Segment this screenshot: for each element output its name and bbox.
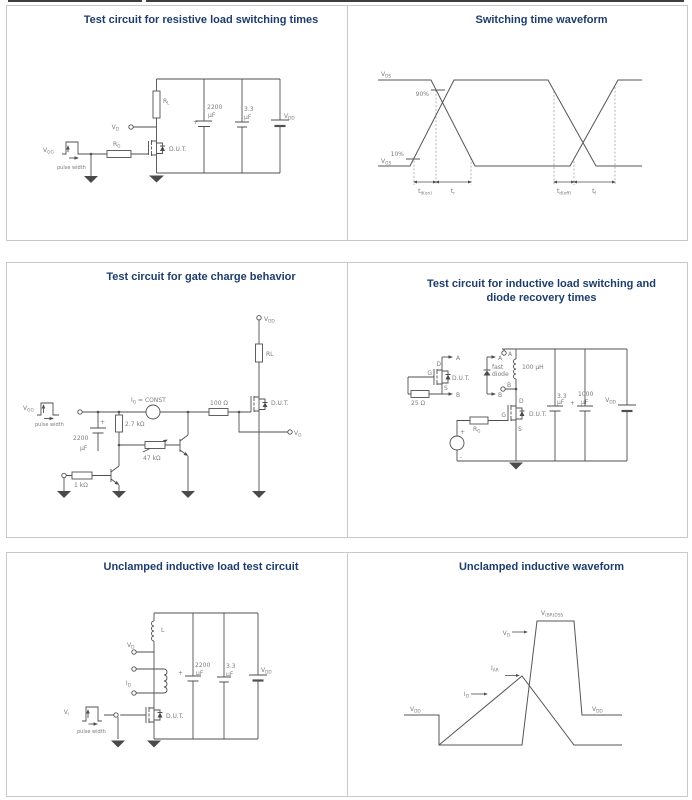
vd-label: $V_D$ <box>127 642 135 651</box>
panel-unclamped-waveform <box>347 553 687 796</box>
id-label: $I_D$ <box>463 691 469 700</box>
cap-plus-label: + <box>193 119 199 126</box>
panel-title: Unclamped inductive waveform <box>458 561 625 573</box>
ninety-percent-label: 90% <box>415 91 429 98</box>
main-s-label: S <box>518 426 522 433</box>
r100-label: 100 Ω <box>210 400 228 407</box>
inductor-icon <box>514 359 517 379</box>
gate-charge-schematic <box>7 263 347 535</box>
inductor-value-label: 100 µH <box>522 364 544 371</box>
diode-a-label: A <box>498 355 503 362</box>
id-terminal-1 <box>132 667 136 671</box>
wires <box>37 320 288 491</box>
dut-b-label: B <box>456 392 461 399</box>
current-sense-coil-icon <box>164 669 167 693</box>
rg-label: $R_G$ <box>113 141 121 150</box>
dashed-guides <box>414 87 615 185</box>
cap2-plus-label: + <box>569 400 575 407</box>
resistive-load-schematic <box>7 6 347 238</box>
resistor-rl <box>256 344 263 362</box>
cap2-unit: µF <box>226 671 234 678</box>
dut-s-label: S <box>444 385 448 392</box>
cap1-value: 2200 <box>195 662 211 669</box>
r27-label: 2.7 kΩ <box>125 421 145 428</box>
junction-dot <box>118 411 121 414</box>
source-minus-label: - <box>460 454 463 461</box>
ground-icon <box>111 741 125 748</box>
vd-terminal <box>129 125 133 129</box>
dut-label: D.U.T. <box>271 400 289 407</box>
vd-label: $V_D$ <box>502 630 510 639</box>
dut-label: D.U.T. <box>169 146 187 153</box>
id-terminal-2 <box>132 691 136 695</box>
input-terminal <box>78 410 82 414</box>
r47-label: 47 kΩ <box>143 455 161 462</box>
source-plus-label: + <box>460 429 466 436</box>
vdd-terminal <box>257 316 261 320</box>
resistor-1k <box>72 472 92 479</box>
dut-a-label: A <box>456 355 461 362</box>
cap1-unit: µF <box>208 112 216 119</box>
main-g-label: G <box>501 412 506 419</box>
resistor-rg <box>107 151 131 158</box>
dut-d-label: D <box>436 361 441 368</box>
vdd-label: $V_{DD}$ <box>261 667 272 676</box>
input-terminal-2 <box>62 473 66 477</box>
panel-title: Test circuit for gate charge behavior <box>106 271 296 283</box>
td-off-label: $t_{d(off)}$ <box>556 188 572 197</box>
ground-icon <box>149 176 164 183</box>
cap2-value: 3.3 <box>244 106 254 113</box>
cap-plus-label: + <box>100 419 106 426</box>
dut-g-label: G <box>427 370 432 377</box>
rg-label: $R_G$ <box>473 426 481 435</box>
vg-terminal <box>288 430 292 434</box>
diode-b-label: B <box>498 392 503 399</box>
cap2-value: 1000 <box>578 391 594 398</box>
cap-plus-label: + <box>177 670 183 677</box>
main-a-label: A <box>508 351 513 358</box>
ground-icon <box>252 491 266 498</box>
junction-dot <box>187 411 190 414</box>
resistor-2k7 <box>116 415 123 432</box>
terminal-a <box>502 351 506 355</box>
junction-dot <box>515 388 518 391</box>
main-d-label: D <box>519 398 524 405</box>
junction-dot <box>97 411 100 414</box>
r25-label: 25 Ω <box>411 400 426 407</box>
panel-switching-waveform <box>347 6 687 240</box>
panel-title: Unclamped inductive load test circuit <box>103 561 299 573</box>
vds-label: $V_{DS}$ <box>381 71 392 80</box>
vbrdss-label: $V_{(BR)DSS}$ <box>541 610 564 619</box>
cap2-unit: µF <box>244 114 252 121</box>
inductor-icon <box>152 621 155 641</box>
wires <box>62 79 289 176</box>
body-diode-icon <box>520 411 525 416</box>
vgs-label: $V_{GS}$ <box>381 158 392 167</box>
resistor-25 <box>411 391 429 398</box>
cap1-value: 2200 <box>73 435 89 442</box>
fast-diode-icon <box>484 371 491 376</box>
dut-label: D.U.T. <box>452 375 470 382</box>
body-diode-icon <box>263 403 268 408</box>
figure-row-3 <box>6 552 688 797</box>
terminal-b <box>501 387 505 391</box>
cap1-value: 3.3 <box>557 393 567 400</box>
ground-icon <box>57 491 71 498</box>
panel-title-line1: Test circuit for inductive load switching and <box>427 278 656 290</box>
panel-title-line2: diode recovery times <box>486 292 597 305</box>
rl-label: $R_L$ <box>163 98 170 107</box>
panel-resistive-load-circuit <box>7 6 347 240</box>
junction-dot <box>90 153 93 156</box>
panel-unclamped-circuit <box>7 553 347 796</box>
vgg-label: $V_{GG}$ <box>23 405 34 414</box>
top-rule-left <box>8 0 142 2</box>
pulse-width-label: pulse width <box>77 729 106 735</box>
junction-dot <box>238 411 241 414</box>
cap2-unit: µF <box>581 399 589 406</box>
wires <box>82 613 267 739</box>
unclamped-schematic <box>7 553 347 794</box>
tf-label: $t_f$ <box>592 188 596 197</box>
vg-label: $V_G$ <box>294 430 302 439</box>
body-diode-icon <box>158 713 163 718</box>
waveform-traces <box>404 621 622 745</box>
gate-terminal <box>114 713 118 717</box>
resistor-47k <box>145 442 165 449</box>
rl-label: RL <box>266 351 274 358</box>
panel-gate-charge-circuit <box>7 263 347 537</box>
panel-inductive-load-circuit <box>347 263 687 537</box>
main-dut-label: D.U.T. <box>529 411 547 418</box>
main-b-label: B <box>507 382 512 389</box>
pulse-width-label: pulse width <box>35 422 64 428</box>
junction-dot <box>118 444 121 447</box>
ig-const-label: $I_G$ = CONST <box>131 397 166 406</box>
fast-diode-label2: diode <box>492 371 509 378</box>
cap2-value: 3.3 <box>226 663 236 670</box>
pulse-width-label: pulse width <box>57 165 86 171</box>
ground-icon <box>509 463 523 470</box>
resistor-100 <box>209 409 228 416</box>
vi-label: $V_i$ <box>63 709 69 718</box>
unclamped-waveform-plot <box>348 553 685 794</box>
vdd-left-label: $V_{DD}$ <box>410 706 421 715</box>
vdd-label: $V_{DD}$ <box>605 397 616 406</box>
resistor-rg <box>470 417 488 424</box>
iar-label: $I_{AR}$ <box>491 665 499 674</box>
cap1-unit: µF <box>80 445 88 452</box>
switching-waveform-plot <box>348 6 685 238</box>
panel-title: Switching time waveform <box>475 14 608 26</box>
vd-label: $V_D$ <box>111 124 119 133</box>
ground-icon <box>181 491 195 498</box>
body-diode-icon <box>160 146 165 151</box>
panel-title <box>348 263 687 306</box>
top-rule-right <box>146 0 684 2</box>
figure-row-1 <box>6 5 688 241</box>
inductor-label: L <box>161 627 165 634</box>
cap1-unit: µF <box>557 399 565 406</box>
cap1-unit: µF <box>196 670 204 677</box>
vdd-right-label: $V_{DD}$ <box>592 706 603 715</box>
r1k-label: 1 kΩ <box>74 482 88 489</box>
ground-icon <box>84 176 98 183</box>
figure-row-2 <box>6 262 688 538</box>
vdd-label: $V_{DD}$ <box>284 113 295 122</box>
tr-label: $t_r$ <box>450 188 456 197</box>
id-label: $I_D$ <box>125 680 131 689</box>
ten-percent-label: 10% <box>390 151 404 158</box>
cap1-value: 2200 <box>207 104 223 111</box>
td-on-label: $t_{d(on)}$ <box>418 188 432 197</box>
ground-icon <box>147 741 161 748</box>
resistor-rl <box>153 91 160 118</box>
current-source-icon <box>146 405 160 419</box>
dut-label: D.U.T. <box>166 713 184 720</box>
drive-source-icon <box>450 436 464 450</box>
vdd-label: $V_{DD}$ <box>264 316 275 325</box>
fast-diode-label1: fast <box>492 364 504 371</box>
ground-icon <box>112 491 126 498</box>
panel-title: Test circuit for resistive load switching times <box>83 14 319 26</box>
body-diode-icon <box>446 375 451 380</box>
vgg-label: $V_{GG}$ <box>43 147 54 156</box>
